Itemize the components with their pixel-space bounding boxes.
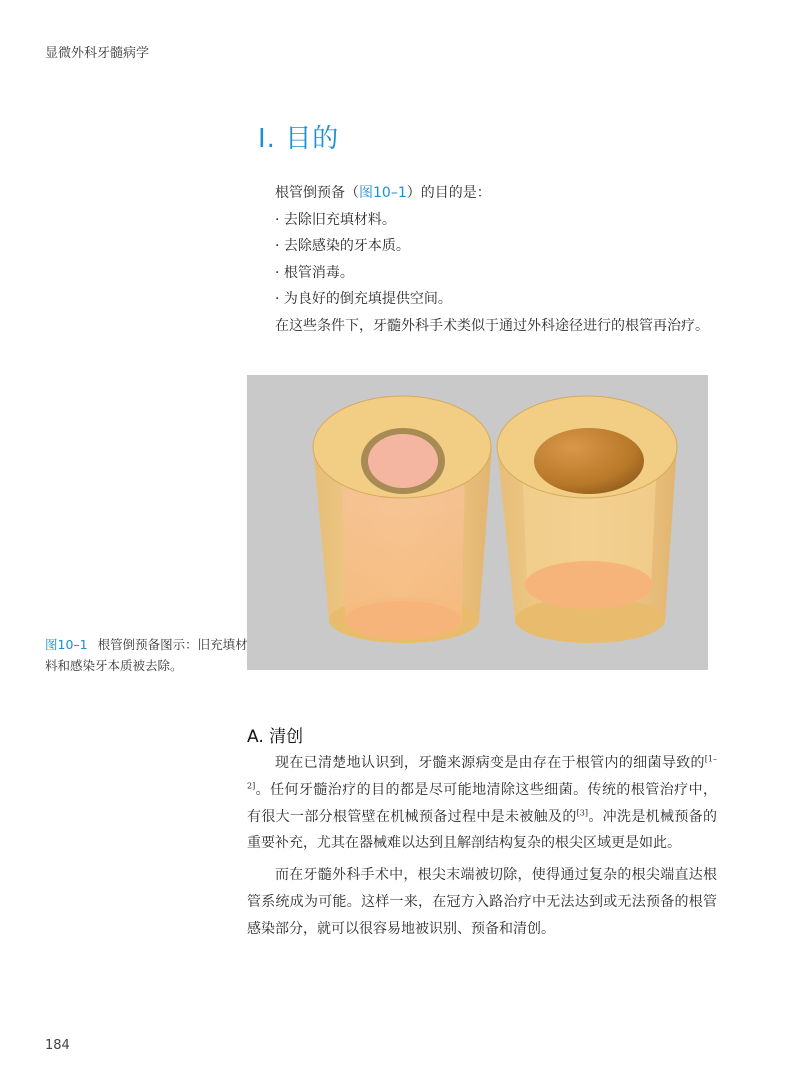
subsection-heading: A. 清创 [247, 727, 304, 747]
figure-caption [45, 634, 250, 676]
intro-text: 根管倒预备（ [275, 185, 359, 201]
bullet-item: · 去除感染的牙本质。 [275, 238, 410, 254]
figure-reference: 图10–1 [359, 185, 407, 201]
section-title: Ⅰ. 目的 [258, 124, 340, 154]
bullet-item: · 为良好的倒充填提供空间。 [275, 291, 452, 307]
citation: [1–2] [247, 754, 717, 791]
page-number: 184 [45, 1038, 70, 1053]
intro-block [275, 180, 745, 339]
right-root-cylinder [497, 396, 677, 643]
bullet-item: · 去除旧充填材料。 [275, 211, 396, 228]
intro-closing: 在这些条件下，牙髓外科手术类似于通过外科途径进行的根管再治疗。 [275, 317, 709, 334]
root-canal-illustration [247, 375, 708, 670]
bullet-item: · 根管消毒。 [275, 264, 354, 281]
running-head: 显微外科牙髓病学 [45, 46, 150, 61]
paragraph: 而在牙髓外科手术中，根尖末端被切除，使得通过复杂的根尖端直达根管系统成为可能。这样一来，在冠方入路治疗中无法达到或无法预备的根管感染部分，就可以很容易地被识别、预备和清创。 [247, 867, 717, 937]
figure-illustration [247, 375, 708, 670]
paragraph-text: 。冲洗是机械预备的重要补充，尤其在器械难以达到且解剖结构复杂的根尖区域更是如此。 [247, 808, 718, 852]
paragraph [247, 750, 717, 857]
paragraph-text: 。任何牙髓治疗的目的都是尽可能地清除这些细菌。传统的根管治疗中，有很大一部分根管壁在机械预备过程中是未被触及的 [247, 781, 717, 825]
intro-line [275, 180, 745, 207]
figure-caption-text: 根管倒预备图示：旧充填材料和感染牙本质被去除。 [45, 637, 248, 673]
subsection-body [247, 750, 717, 948]
figure-caption-label: 图10–1 [45, 637, 88, 652]
paragraph-text: 现在已清楚地认识到，牙髓来源病变是由存在于根管内的细菌导致的 [275, 755, 705, 771]
citation: [3] [576, 807, 589, 817]
intro-text: ）的目的是： [406, 185, 491, 201]
left-root-cylinder [313, 396, 492, 643]
